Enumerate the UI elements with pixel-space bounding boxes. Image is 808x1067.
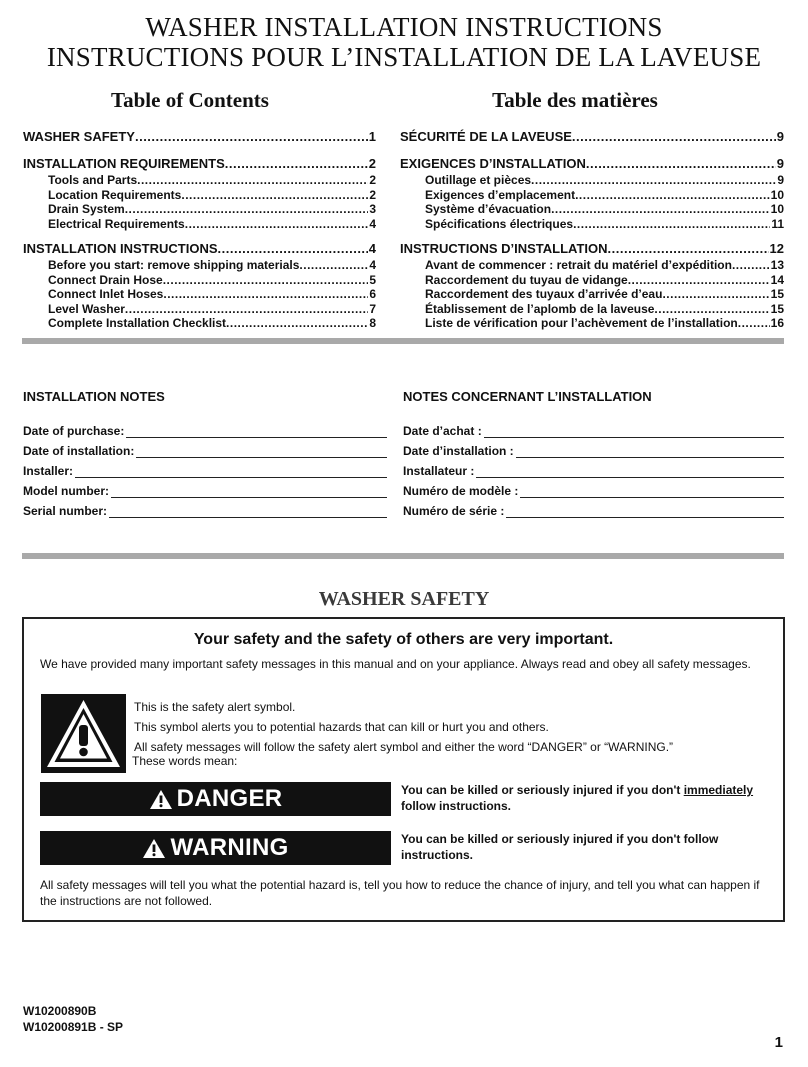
toc-leader-dots [163, 273, 369, 288]
toc-leader-dots [628, 273, 770, 288]
safety-box [22, 617, 785, 922]
notes-fill-line [136, 443, 387, 458]
toc-page-number: 14 [770, 272, 784, 287]
toc-subentry [23, 258, 376, 273]
toc-page-number: 2 [369, 187, 376, 202]
toc-subentry [23, 273, 376, 288]
toc-entry-label: Connect Drain Hose [48, 272, 163, 287]
notes-field [403, 458, 784, 478]
toc-subentry [400, 217, 784, 232]
danger-text: follow instructions. [401, 799, 511, 813]
toc-page-number: 4 [369, 258, 376, 272]
toc-subentry [23, 287, 376, 302]
danger-label: DANGER [176, 785, 283, 812]
danger-signal-bar [40, 782, 391, 816]
notes-field-label: Model number: [23, 484, 109, 498]
toc-entry-label: Before you start: remove shipping materials [48, 258, 300, 272]
toc-leader-dots [738, 316, 770, 331]
toc-english [23, 128, 376, 331]
danger-text: You can be killed or seriously injured if you don't [401, 783, 684, 797]
safety-symbol-explanation [134, 699, 673, 773]
section-divider [22, 553, 784, 559]
title-line-fr: INSTRUCTIONS POUR L’INSTALLATION DE LA LAVEUSE [46, 42, 762, 72]
toc-section-entry [23, 128, 376, 146]
toc-entry-label: SÉCURITÉ DE LA LAVEUSE [400, 129, 572, 144]
toc-leader-dots [608, 240, 769, 258]
toc-leader-dots [226, 316, 368, 331]
notes-fill-line [111, 483, 387, 498]
toc-entry-label: Spécifications électriques [425, 216, 574, 231]
toc-entry-label: INSTALLATION INSTRUCTIONS [23, 241, 218, 256]
warning-label: WARNING [170, 834, 289, 861]
section-divider [22, 338, 784, 344]
danger-text-emphasis: immediately [683, 783, 754, 797]
toc-page-number: 10 [770, 187, 784, 202]
toc-entry-label: Electrical Requirements [48, 216, 185, 231]
document-title [0, 12, 808, 72]
toc-subentry [400, 302, 784, 317]
toc-leader-dots [732, 258, 770, 273]
notes-field [23, 478, 387, 498]
symbol-line: This symbol alerts you to potential hazards that can kill or hurt you and others. [134, 720, 549, 734]
toc-heading-en: Table of Contents [111, 88, 269, 112]
toc-page-number: 16 [770, 316, 784, 330]
safety-outro: All safety messages will tell you what the potential hazard is, tell you how to reduce the chance of injury, and tell you what can happen if the instructions are not followed. [40, 878, 760, 908]
notes-field-label: Date of installation: [23, 444, 135, 458]
toc-subentry [23, 173, 376, 188]
symbol-line: These words mean: [132, 754, 238, 768]
toc-page-number: 4 [368, 241, 376, 256]
toc-leader-dots [137, 173, 368, 188]
warning-alert-icon [142, 838, 166, 859]
toc-leader-dots [575, 188, 770, 203]
toc-entry-label: Outillage et pièces [425, 173, 532, 187]
toc-page-number: 2 [368, 156, 376, 171]
toc-page-number: 9 [776, 156, 784, 171]
toc-leader-dots [135, 128, 368, 146]
toc-subentry [23, 316, 376, 331]
toc-page-number: 2 [369, 173, 376, 187]
symbol-line: This is the safety alert symbol. [134, 700, 296, 714]
notes-field-label: Serial number: [23, 504, 108, 518]
safety-alert-triangle-icon [41, 694, 126, 773]
warning-signal-bar [40, 831, 391, 865]
toc-leader-dots [185, 217, 369, 232]
toc-leader-dots [225, 155, 368, 173]
notes-field-label: Numéro de série : [403, 504, 505, 518]
toc-entry-label: Raccordement des tuyaux d’arrivée d’eau [425, 287, 663, 301]
toc-gap [400, 231, 784, 240]
safety-intro: We have provided many important safety messages in this manual and on your appliance. Always read and obey all safety messages. [40, 657, 751, 671]
doc-id: W10200890B [23, 1004, 97, 1018]
toc-entry-label: Avant de commencer : retrait du matériel d’expédition [425, 258, 732, 272]
notes-field [23, 418, 387, 438]
toc-page-number: 10 [770, 202, 784, 216]
notes-field-label: Date d’installation : [403, 444, 514, 458]
doc-id: W10200891B - SP [23, 1020, 124, 1034]
toc-leader-dots [572, 128, 776, 146]
toc-entry-label: INSTALLATION REQUIREMENTS [23, 156, 225, 171]
toc-page-number: 9 [776, 129, 784, 144]
toc-subentry [400, 287, 784, 302]
toc-subentry [23, 188, 376, 203]
notes-field-label: Date of purchase: [23, 424, 125, 438]
toc-entry-label: EXIGENCES D’INSTALLATION [400, 156, 586, 171]
toc-leader-dots [125, 302, 368, 317]
title-line-en: WASHER INSTALLATION INSTRUCTIONS [145, 12, 663, 42]
toc-subentry [23, 302, 376, 317]
toc-entry-label: WASHER SAFETY [23, 129, 135, 144]
danger-alert-icon [149, 789, 173, 810]
toc-leader-dots [551, 202, 770, 217]
installation-notes-fr [403, 388, 784, 518]
notes-fill-line [476, 463, 784, 478]
toc-page-number: 4 [369, 216, 376, 231]
toc-leader-dots [654, 302, 769, 317]
toc-page-number: 3 [369, 202, 376, 216]
toc-leader-dots [531, 173, 776, 188]
toc-entry-label: Liste de vérification pour l’achèvement de l’installation [425, 316, 738, 330]
page-number: 1 [774, 1034, 783, 1051]
danger-description [401, 782, 773, 814]
toc-subentry [400, 202, 784, 217]
toc-leader-dots [218, 240, 368, 258]
document-ids [23, 1003, 123, 1035]
toc-subentry [23, 202, 376, 217]
toc-french [400, 128, 784, 331]
toc-leader-dots [163, 287, 368, 302]
toc-gap [400, 146, 784, 155]
notes-fill-line [520, 483, 784, 498]
toc-page-number: 15 [770, 287, 784, 301]
notes-field [23, 498, 387, 518]
toc-page-number: 9 [777, 173, 784, 187]
toc-page-number: 6 [369, 287, 376, 301]
toc-leader-dots [586, 155, 776, 173]
toc-page-number: 12 [769, 241, 784, 256]
notes-heading: NOTES CONCERNANT L’INSTALLATION [403, 389, 652, 404]
toc-leader-dots [299, 258, 368, 273]
notes-field-label: Installer: [23, 464, 74, 478]
toc-entry-label: Raccordement du tuyau de vidange [425, 272, 628, 287]
toc-gap [23, 231, 376, 240]
toc-subentry [400, 188, 784, 203]
toc-subentry [400, 273, 784, 288]
toc-leader-dots [181, 188, 368, 203]
notes-field [23, 458, 387, 478]
installation-notes-en [23, 388, 387, 518]
toc-entry-label: Tools and Parts [48, 173, 138, 187]
toc-subentry [400, 316, 784, 331]
toc-section-entry [400, 155, 784, 173]
warning-description: You can be killed or seriously injured if you don't follow instructions. [401, 832, 719, 862]
toc-section-entry [23, 240, 376, 258]
notes-field-label: Numéro de modèle : [403, 484, 519, 498]
notes-field-label: Date d’achat : [403, 424, 482, 438]
notes-field [403, 498, 784, 518]
toc-heading-fr: Table des matières [492, 88, 658, 112]
toc-section-entry [23, 155, 376, 173]
toc-page-number: 15 [770, 301, 784, 316]
symbol-line: All safety messages will follow the safety alert symbol and either the word “DANGER” or “WARNING.” [134, 740, 674, 754]
toc-leader-dots [125, 202, 369, 217]
toc-leader-dots [573, 217, 770, 232]
notes-fill-line [516, 443, 784, 458]
notes-field [23, 438, 387, 458]
notes-heading: INSTALLATION NOTES [23, 389, 165, 404]
notes-fill-line [506, 503, 784, 518]
toc-section-entry [400, 240, 784, 258]
toc-subentry [23, 217, 376, 232]
toc-page-number: 5 [369, 272, 376, 287]
toc-page-number: 13 [770, 258, 784, 272]
toc-entry-label: Connect Inlet Hoses [48, 287, 164, 301]
toc-entry-label: Système d’évacuation [425, 202, 552, 216]
notes-fill-line [126, 423, 387, 438]
toc-page-number: 7 [369, 301, 376, 316]
notes-field-label: Installateur : [403, 464, 475, 478]
notes-fill-line [484, 423, 784, 438]
toc-entry-label: Complete Installation Checklist [48, 316, 227, 330]
toc-entry-label: Établissement de l’aplomb de la laveuse [425, 301, 655, 316]
toc-page-number: 1 [368, 129, 376, 144]
toc-leader-dots [662, 287, 769, 302]
toc-entry-label: INSTRUCTIONS D’INSTALLATION [400, 241, 608, 256]
toc-subentry [400, 258, 784, 273]
notes-field [403, 438, 784, 458]
toc-subentry [400, 173, 784, 188]
notes-field [403, 478, 784, 498]
notes-field [403, 418, 784, 438]
toc-entry-label: Location Requirements [48, 187, 182, 202]
toc-entry-label: Drain System [48, 202, 125, 216]
toc-gap [23, 146, 376, 155]
toc-page-number: 11 [771, 216, 784, 231]
toc-entry-label: Exigences d’emplacement [425, 187, 576, 202]
safety-heading: WASHER SAFETY [318, 588, 490, 610]
toc-section-entry [400, 128, 784, 146]
toc-entry-label: Level Washer [48, 301, 125, 316]
notes-fill-line [75, 463, 387, 478]
safety-headline: Your safety and the safety of others are very important. [193, 631, 614, 648]
toc-page-number: 8 [369, 316, 376, 330]
notes-fill-line [109, 503, 387, 518]
